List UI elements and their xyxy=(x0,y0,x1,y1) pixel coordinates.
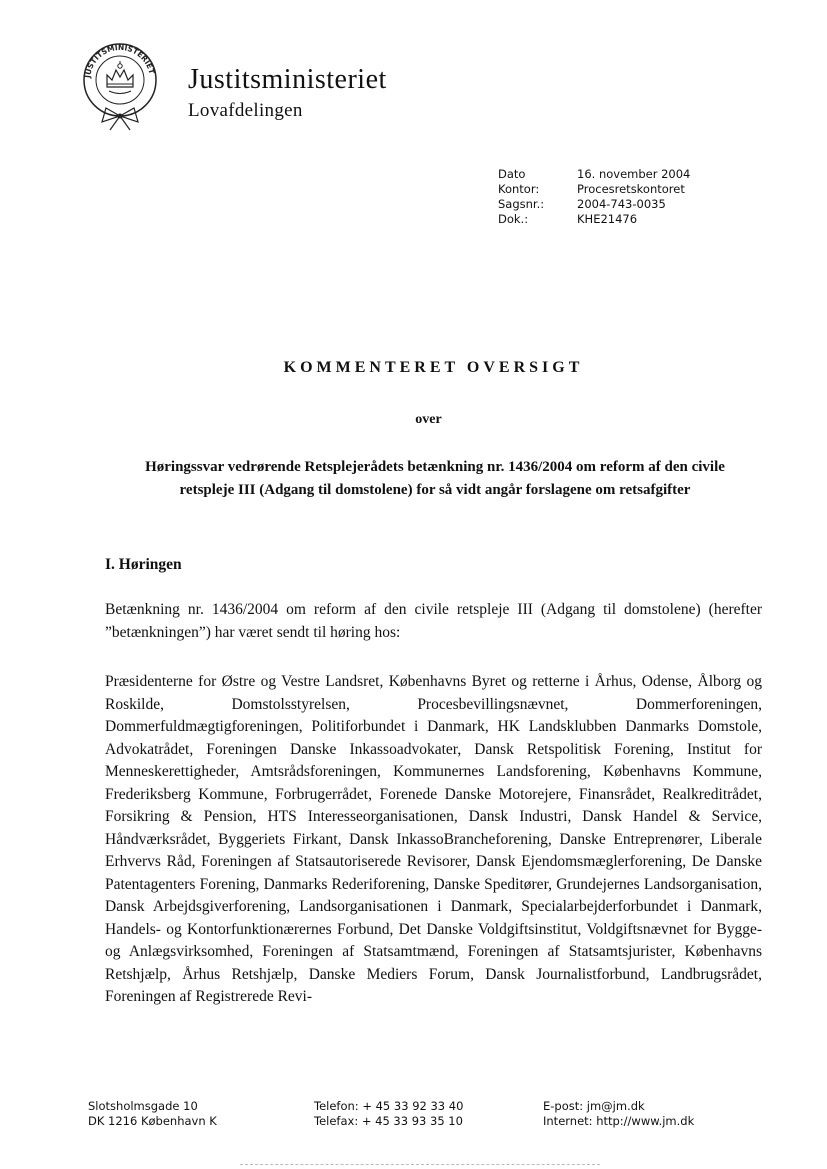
meta-row-case-number xyxy=(498,197,690,212)
section-heading: I. Høringen xyxy=(105,556,182,573)
intro-paragraph: Betænkning nr. 1436/2004 om reform af den civile retspleje III (Adgang til domstolene) (herefter ”betænkningen”) har været sendt til høring hos: xyxy=(105,601,762,641)
address-line-2: DK 1216 København K xyxy=(88,1114,217,1128)
phone-number: Telefon: + 45 33 92 33 40 xyxy=(314,1099,464,1113)
footer-online xyxy=(543,1099,694,1129)
document-title: KOMMENTERET OVERSIGT xyxy=(283,359,584,376)
svg-text:JUSTITSMINISTERIET: JUSTITSMINISTERIET xyxy=(83,42,157,79)
website-address: Internet: http://www.jm.dk xyxy=(543,1114,695,1128)
meta-label: Dato xyxy=(498,167,526,181)
document-subject xyxy=(105,456,765,502)
organization-name: Justitsministeriet xyxy=(188,64,387,95)
subject-line-2: retspleje III (Adgang til domstolene) for så vidt angår forslagene om retsafgifter xyxy=(179,482,691,498)
meta-row-office xyxy=(498,182,690,197)
meta-value: Procesretskontoret xyxy=(577,182,685,196)
footer-address xyxy=(88,1099,217,1129)
meta-label: Kontor: xyxy=(498,182,540,196)
meta-value: KHE21476 xyxy=(577,212,638,226)
document-over: over xyxy=(415,412,442,427)
recipients-paragraph: Præsidenterne for Østre og Vestre Landsret, Københavns Byret og retterne i Århus, Odense, Ålborg og Roskilde, Domstolsstyrelsen, Procesbevillingsnævnet, Dommerforeningen, Dommerfuldmægtigforeningen, Politiforbundet i Danmark, HK Landsklubben Danmarks Domstole, Advokatrådet, Foreningen Danske Inkassoadvokater, Dansk Retspolitisk Forening, Institut for Menneskerettigheder, Amtsrådsforeningen, Kommunernes Landsforening, Københavns Kommune, Frederiksberg Kommune, Forbrugerrådet, Forenede Danske Motorejere, Finansrådet, Realkreditrådet, Forsikring & Pension, HTS Interesseorganisationen, Dansk Industri, Dansk Handel & Service, Håndværksrådet, Byggeriets Firkant, Dansk InkassoBrancheforening, Danske Entreprenører, Liberale Erhvervs Råd, Foreningen af Statsautoriserede Revisorer, Dansk Ejendomsmæglerforening, De Danske Patentagenters Forening, Danmarks Rederiforening, Danske Speditører, Grundejernes Landsorganisation, Dansk Arbejdsgiverforening, Landsorganisationen i Danmark, Specialarbejderforbundet i Danmark, Handels- og Kontorfunktionærernes Forbund, Det Danske Voldgiftsinstitut, Voldgiftsnævnet for Bygge- og Anlægsvirksomhed, Foreningen af Statsamtmænd, Foreningen af Statsamtsjurister, Københavns Retshjælp, Århus Retshjælp, Danske Mediers Forum, Dansk Journalistforbund, Landbrugsrådet, Foreningen af Registrerede Revi- xyxy=(105,673,762,1005)
meta-value: 2004-743-0035 xyxy=(577,197,666,211)
fax-number: Telefax: + 45 33 93 35 10 xyxy=(314,1114,463,1128)
meta-row-date xyxy=(498,167,690,182)
ministry-seal-logo xyxy=(80,42,160,134)
meta-value: 16. november 2004 xyxy=(577,167,691,181)
subject-line-1: Høringssvar vedrørende Retsplejerådets betænkning nr. 1436/2004 om reform af den civile xyxy=(145,459,725,475)
footer-phone-fax xyxy=(314,1099,463,1129)
address-line-1: Slotsholmsgade 10 xyxy=(88,1099,198,1113)
meta-row-document-id xyxy=(498,212,690,227)
email-address: E-post: jm@jm.dk xyxy=(543,1099,645,1113)
meta-label: Dok.: xyxy=(498,212,529,226)
meta-label: Sagsnr.: xyxy=(498,197,545,211)
document-metadata xyxy=(498,167,690,227)
bottom-divider xyxy=(240,1164,600,1165)
department-name: Lovafdelingen xyxy=(188,100,303,121)
